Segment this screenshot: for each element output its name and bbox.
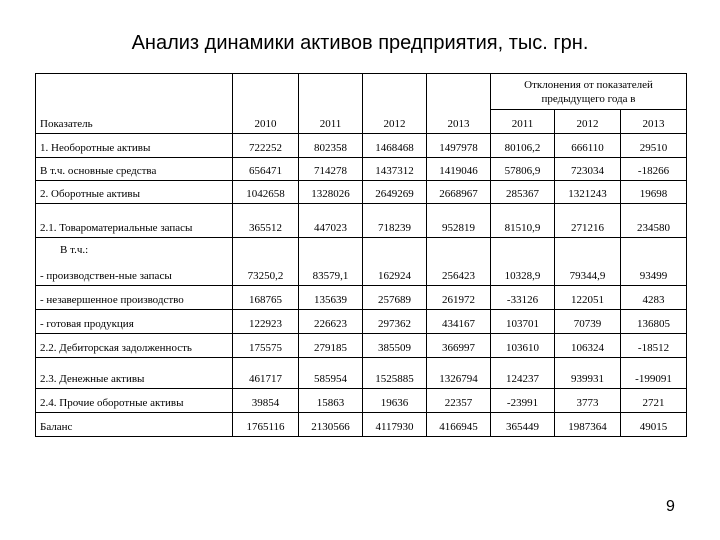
table-cell: 257689 — [363, 286, 427, 310]
table-cell: 366997 — [427, 334, 491, 358]
header-deviation-group: Отклонения от показателей предыдущего года в — [491, 74, 687, 110]
row-label-text: 2.1. Товароматериальные запасы — [40, 222, 193, 234]
table-cell: 2668967 — [427, 181, 491, 204]
table-cell: -18512 — [621, 334, 687, 358]
row-label-text: 2.2. Дебиторская задолженность — [40, 342, 192, 354]
table-cell: 1987364 — [555, 413, 621, 437]
table-cell: 802358 — [299, 134, 363, 158]
table-cell: 714278 — [299, 158, 363, 181]
row-label-text: В т.ч. основные средства — [40, 165, 157, 177]
row-label — [36, 389, 233, 413]
header-deviation-year: 2013 — [621, 110, 687, 134]
row-label-text: 2.4. Прочие оборотные активы — [40, 397, 184, 409]
header-year: 2010 — [233, 74, 299, 134]
table-cell: 1497978 — [427, 134, 491, 158]
row-label — [36, 310, 233, 334]
table-row — [36, 389, 687, 413]
table-cell: 1525885 — [363, 358, 427, 389]
row-label — [36, 286, 233, 310]
table-cell: 1419046 — [427, 158, 491, 181]
table-cell: 162924 — [363, 238, 427, 286]
table-cell: 39854 — [233, 389, 299, 413]
assets-table — [35, 73, 687, 437]
table-cell: 79344,9 — [555, 238, 621, 286]
table-cell: 1328026 — [299, 181, 363, 204]
table-cell: 29510 — [621, 134, 687, 158]
row-label-text: - производствен-ные запасы — [40, 270, 172, 282]
row-label-text: - готовая продукция — [40, 318, 134, 330]
table-cell: -33126 — [491, 286, 555, 310]
row-label — [36, 358, 233, 389]
row-sublabel: В т.ч.: — [60, 244, 89, 256]
row-label — [36, 158, 233, 181]
row-label — [36, 238, 233, 286]
table-cell: 461717 — [233, 358, 299, 389]
table-cell: 175575 — [233, 334, 299, 358]
table-row — [36, 413, 687, 437]
table-cell: 2130566 — [299, 413, 363, 437]
table-cell: -18266 — [621, 158, 687, 181]
row-label — [36, 413, 233, 437]
table-cell: 1326794 — [427, 358, 491, 389]
table-cell: 4117930 — [363, 413, 427, 437]
table-cell: 1437312 — [363, 158, 427, 181]
header-row-top — [36, 74, 687, 110]
table-row — [36, 134, 687, 158]
header-indicator: Показатель — [36, 74, 233, 134]
table-cell: 256423 — [427, 238, 491, 286]
table-row — [36, 334, 687, 358]
table-cell: 271216 — [555, 204, 621, 238]
table-row — [36, 204, 687, 238]
page-title: Анализ динамики активов предприятия, тыс. грн. — [131, 32, 589, 54]
table-cell: 15863 — [299, 389, 363, 413]
row-label-text: Баланс — [40, 421, 73, 433]
row-label — [36, 334, 233, 358]
row-label — [36, 134, 233, 158]
table-cell: 4283 — [621, 286, 687, 310]
table-cell: 1321243 — [555, 181, 621, 204]
table-cell: 365449 — [491, 413, 555, 437]
table-cell: 4166945 — [427, 413, 491, 437]
table-cell: 80106,2 — [491, 134, 555, 158]
table-cell: 93499 — [621, 238, 687, 286]
header-deviation-year: 2011 — [491, 110, 555, 134]
table-cell: 585954 — [299, 358, 363, 389]
header-deviation-year: 2012 — [555, 110, 621, 134]
header-year: 2013 — [427, 74, 491, 134]
table-cell: 279185 — [299, 334, 363, 358]
row-label-text: 1. Необоротные активы — [40, 142, 151, 154]
row-label — [36, 181, 233, 204]
header-year: 2011 — [299, 74, 363, 134]
table-cell: 57806,9 — [491, 158, 555, 181]
table-cell: 73250,2 — [233, 238, 299, 286]
table-cell: 952819 — [427, 204, 491, 238]
table-cell: 2649269 — [363, 181, 427, 204]
table-cell: 22357 — [427, 389, 491, 413]
table-cell: 103701 — [491, 310, 555, 334]
table-cell: 226623 — [299, 310, 363, 334]
table-cell: 49015 — [621, 413, 687, 437]
table-cell: 135639 — [299, 286, 363, 310]
table-cell: 122923 — [233, 310, 299, 334]
table-cell: 103610 — [491, 334, 555, 358]
table-cell: 1042658 — [233, 181, 299, 204]
row-label — [36, 204, 233, 238]
table-cell: 939931 — [555, 358, 621, 389]
table-cell: 1765116 — [233, 413, 299, 437]
row-label-text: - незавершенное производство — [40, 294, 184, 306]
table-cell: 2721 — [621, 389, 687, 413]
table-cell: -199091 — [621, 358, 687, 389]
table-cell: 723034 — [555, 158, 621, 181]
table-cell: 10328,9 — [491, 238, 555, 286]
table-cell: 124237 — [491, 358, 555, 389]
table-cell: 19698 — [621, 181, 687, 204]
table-cell: 122051 — [555, 286, 621, 310]
table-cell: 666110 — [555, 134, 621, 158]
table-row — [36, 310, 687, 334]
table-cell: 434167 — [427, 310, 491, 334]
table-row — [36, 238, 687, 286]
table-cell: 385509 — [363, 334, 427, 358]
table-cell: 656471 — [233, 158, 299, 181]
table-row — [36, 358, 687, 389]
table-cell: 718239 — [363, 204, 427, 238]
table-cell: 136805 — [621, 310, 687, 334]
table-cell: 234580 — [621, 204, 687, 238]
table-cell: 19636 — [363, 389, 427, 413]
row-label-text: 2. Оборотные активы — [40, 188, 140, 200]
table-cell: -23991 — [491, 389, 555, 413]
table-cell: 3773 — [555, 389, 621, 413]
table-cell: 106324 — [555, 334, 621, 358]
table-cell: 1468468 — [363, 134, 427, 158]
table-cell: 365512 — [233, 204, 299, 238]
table-row — [36, 181, 687, 204]
header-year: 2012 — [363, 74, 427, 134]
table-cell: 81510,9 — [491, 204, 555, 238]
table-cell: 722252 — [233, 134, 299, 158]
table-cell: 447023 — [299, 204, 363, 238]
table-cell: 83579,1 — [299, 238, 363, 286]
table-cell: 285367 — [491, 181, 555, 204]
table-row — [36, 158, 687, 181]
table-cell: 168765 — [233, 286, 299, 310]
table-cell: 70739 — [555, 310, 621, 334]
table-cell: 297362 — [363, 310, 427, 334]
table-row — [36, 286, 687, 310]
page-number: 9 — [666, 498, 675, 515]
row-label-text: 2.3. Денежные активы — [40, 373, 145, 385]
table-cell: 261972 — [427, 286, 491, 310]
